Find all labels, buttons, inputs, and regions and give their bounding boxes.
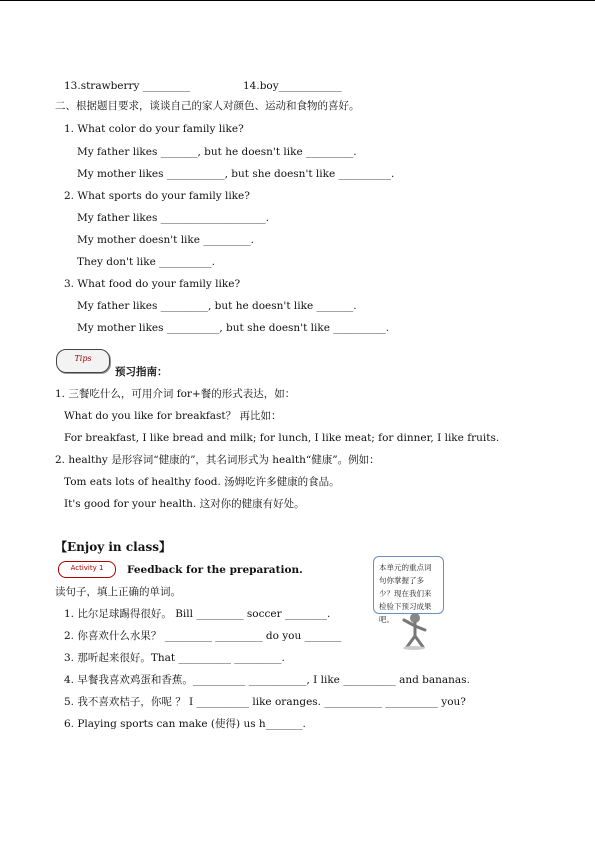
tip-callout: 本单元的重点词句你掌握了多少？现在我们来检验下预习成果吧。 — [373, 556, 444, 614]
item-14-boy: 14.boy____________ — [243, 80, 342, 92]
tip-2-example-1: Tom eats lots of healthy food. 汤姆吃许多健康的食品。 — [64, 476, 340, 488]
answer-father-food: My father likes _________, but he doesn't like _______. — [77, 300, 357, 312]
exercise-4: 4. 早餐我喜欢鸡蛋和香蕉。__________ ___________, I like __________ and bananas. — [64, 674, 470, 686]
part-two-heading: 二、根据题目要求，谈谈自己的家人对颜色、运动和食物的喜好。 — [55, 100, 360, 112]
tip-2-healthy: 2. healthy 是形容词“健康的”，其名词形式为 health“健康”。例如： — [55, 454, 380, 466]
tips-title: 预习指南： — [115, 366, 168, 378]
instruction-fill-words: 读句子，填上正确的单词。 — [55, 586, 181, 598]
item-13-strawberry: 13.strawberry _________ — [64, 80, 191, 92]
tips-icon: Tips — [56, 349, 110, 373]
answer-father-sports: My father likes ____________________. — [77, 212, 270, 224]
question-1-color: 1. What color do your family like? — [64, 123, 244, 135]
question-2-sports: 2. What sports do your family like? — [64, 190, 250, 202]
tip-1-sentence: For breakfast, I like bread and milk; for lunch, I like meat; for dinner, I like fruits. — [64, 432, 500, 444]
section-enjoy-in-class: 【Enjoy in class】 — [55, 540, 171, 554]
character-figure-icon — [400, 612, 428, 650]
exercise-1: 1. 比尔足球踢得很好。 Bill _________ soccer ________. — [64, 608, 331, 620]
activity-badge-icon: Activity 1 — [58, 561, 116, 578]
answer-mother-food: My mother likes __________, but she doesn't like __________. — [77, 322, 390, 334]
tip-1-meals: 1. 三餐吃什么，可用介词 for+餐的形式表达，如： — [55, 388, 296, 400]
exercise-5: 5. 我不喜欢桔子，你呢 ？ I __________ like oranges. ___________ __________ you? — [64, 696, 466, 708]
answer-mother-color: My mother likes ___________, but she doesn't like __________. — [77, 168, 395, 180]
answer-they-sports: They don't like __________. — [77, 256, 215, 268]
answer-father-color: My father likes _______, but he doesn't like _________. — [77, 146, 357, 158]
exercise-2: 2. 你喜欢什么水果？ _________ _________ do you _______ — [64, 630, 342, 642]
exercise-6: 6. Playing sports can make (使得) us h_______. — [64, 718, 306, 730]
activity-title: Feedback for the preparation. — [127, 564, 303, 576]
header-rule — [0, 0, 595, 1]
answer-mother-sports: My mother doesn't like _________. — [77, 234, 254, 246]
tip-2-example-2: It's good for your health. 这对你的健康有好处。 — [64, 498, 305, 510]
exercise-3: 3. 那听起来很好。That __________ _________. — [64, 652, 285, 664]
tip-1-example: What do you like for breakfast？ 再比如： — [64, 410, 282, 422]
question-3-food: 3. What food do your family like? — [64, 278, 241, 290]
